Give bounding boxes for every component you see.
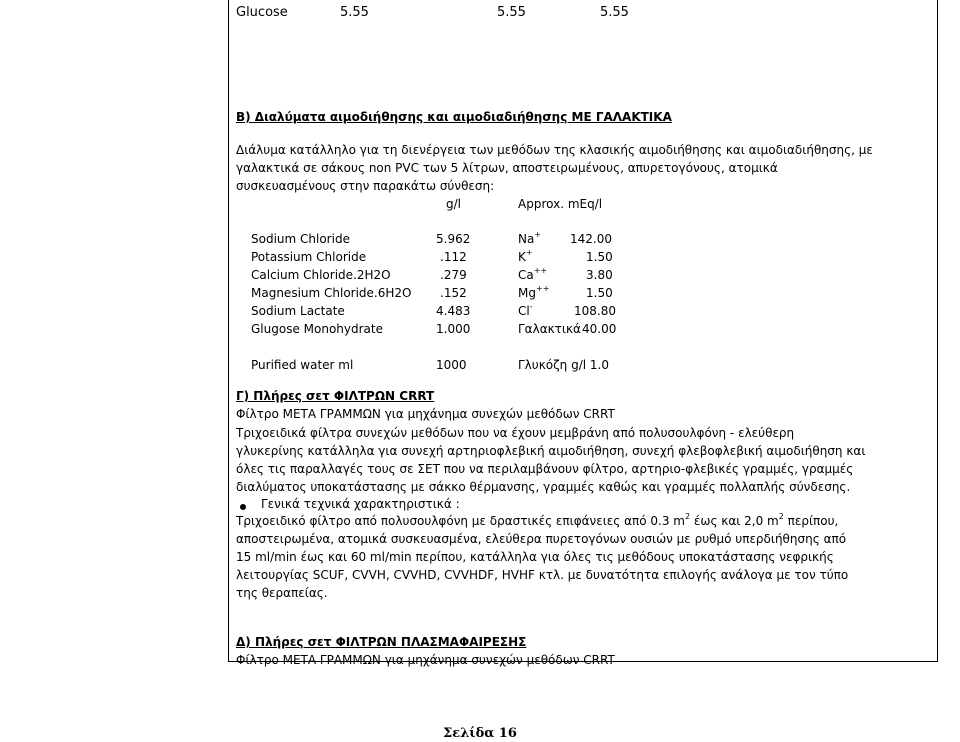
glucose-gl-label: Γλυκόζη g/l 1.0 <box>518 358 609 372</box>
glucose-value: 5.55 <box>497 5 526 20</box>
section-c-paragraph-line: διαλύματος υποκατάστασης με σάκκο θέρμανσης, γραμμές καθώς και γραμμές πολλαπλής σύνδεσης. <box>236 480 851 494</box>
water-label: Purified water ml <box>251 358 354 372</box>
bullet-icon <box>240 504 246 510</box>
section-d-subtitle: Φίλτρο ΜΕΤΑ ΓΡΑΜΜΩΝ για μηχάνημα συνεχών μεθόδων CRRT <box>236 653 615 667</box>
glucose-value: 5.55 <box>600 5 629 20</box>
component-meq: 3.80 <box>586 268 613 282</box>
section-b-title: Β) Διαλύματα αιμοδιήθησης και αιμοδιαδιήθησης ΜΕ ΓΑΛΑΚΤΙΚΑ <box>236 110 672 124</box>
water-value: 1000 <box>436 358 467 372</box>
component-name: Glugose Monohydrate <box>251 322 383 336</box>
component-name: Calcium Chloride.2H2O <box>251 268 391 282</box>
component-meq: 40.00 <box>582 322 617 336</box>
column-header-meq: Approx. mEq/l <box>518 197 603 211</box>
spec-line: 15 ml/min έως και 60 ml/min περίπου, κατάλληλα για όλες τις μεθόδους υποκατάστασης νεφρικής <box>236 550 834 564</box>
section-b-desc-line: γαλακτικά σε σάκους non PVC των 5 λίτρων, αποστειρωμένους, απυρετογόνους, ατομικά <box>236 161 778 175</box>
component-name: Sodium Chloride <box>251 232 350 246</box>
component-gl: 4.483 <box>436 304 471 318</box>
component-meq: 1.50 <box>586 250 613 264</box>
component-name: Potassium Chloride <box>251 250 367 264</box>
component-meq: 142.00 <box>570 232 612 246</box>
spec-line: Τριχοειδικό φίλτρο από πολυσουλφόνη με δραστικές επιφάνειες από 0.3 $m^2$ έως και 2,0 $m^2$ περίπου, <box>236 512 839 528</box>
component-name: Magnesium Chloride.6H2O <box>251 286 412 300</box>
component-ion: Na+ <box>518 230 542 246</box>
component-ion: Γαλακτικά <box>518 322 581 336</box>
component-gl: .152 <box>440 286 467 300</box>
component-gl: 5.962 <box>436 232 471 246</box>
section-c-subtitle: Φίλτρο ΜΕΤΑ ΓΡΑΜΜΩΝ για μηχάνημα συνεχών μεθόδων CRRT <box>236 407 615 421</box>
section-c-paragraph-line: όλες τις παραλλαγές τους σε ΣΕΤ που να περιλαμβάνουν φίλτρο, αρτηριο-φλεβικές γραμμές, γραμμές <box>236 462 854 476</box>
section-c-title: Γ) Πλήρες σετ ΦΙΛΤΡΩΝ CRRT <box>236 389 435 403</box>
spec-line: αποστειρωμένα, ατομικά συσκευασμένα, ελεύθερα πυρετογόνων ουσιών με ρυθμό υπερδιήθησης από <box>236 532 847 546</box>
section-c-paragraph-line: Τριχοειδικά φίλτρα συνεχών μεθόδων που να έχουν μεμβράνη από πολυσουλφόνη - ελεύθερη <box>236 426 795 440</box>
glucose-label: Glucose <box>236 5 288 20</box>
spec-line: λειτουργίας SCUF, CVVH, CVVHD, CVVHDF, HVHF κτλ. με δυνατότητα επιλογής ανάλογα με τον τύπο <box>236 568 849 582</box>
component-gl: .279 <box>440 268 467 282</box>
section-b-desc-line: συσκευασμένους στην παρακάτω σύνθεση: <box>236 179 495 193</box>
column-header-gl: g/l <box>446 197 461 211</box>
component-gl: .112 <box>440 250 467 264</box>
component-ion: K+ <box>518 248 533 264</box>
component-meq: 1.50 <box>586 286 613 300</box>
spec-line: της θεραπείας. <box>236 586 328 600</box>
component-name: Sodium Lactate <box>251 304 345 318</box>
component-ion: Ca++ <box>518 266 548 282</box>
bullet-text: Γενικά τεχνικά χαρακτηριστικά : <box>261 497 460 511</box>
glucose-value: 5.55 <box>340 5 369 20</box>
component-ion: Mg++ <box>518 284 550 300</box>
page-number: Σελίδα 16 <box>443 726 517 741</box>
section-b-desc-line: Διάλυμα κατάλληλο για τη διενέργεια των μεθόδων της κλασικής αιμοδιήθησης και αιμοδιαδιήθησης, με <box>236 143 873 157</box>
component-gl: 1.000 <box>436 322 471 336</box>
component-meq: 108.80 <box>574 304 616 318</box>
section-c-paragraph-line: γλυκερίνης κατάλληλα για συνεχή αρτηριοφλεβική αιμοδιήθηση, συνεχή φλεβοφλεβική αιμοδιήθηση και <box>236 444 866 458</box>
section-d-title: Δ) Πλήρες σετ ΦΙΛΤΡΩΝ ΠΛΑΣΜΑΦΑΙΡΕΣΗΣ <box>236 635 527 649</box>
component-ion: Cl- <box>518 302 533 318</box>
